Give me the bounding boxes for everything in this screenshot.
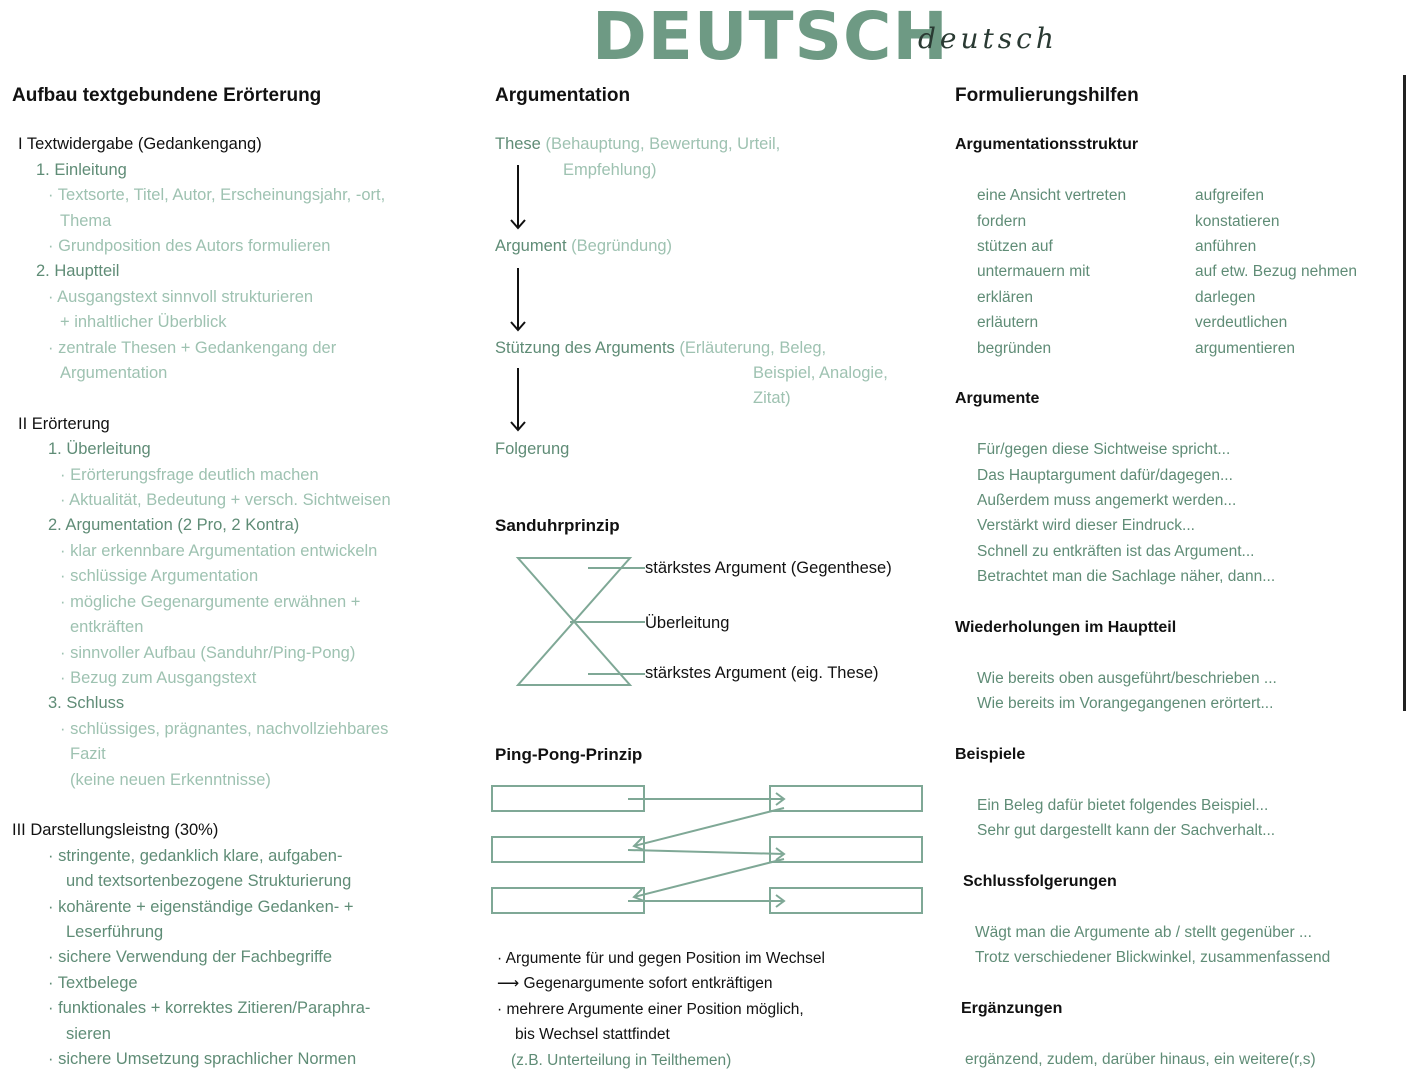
list-item: · Textbelege <box>12 971 482 996</box>
subheading: 2. Hauptteil <box>36 262 120 281</box>
list-item: entkräften <box>70 618 144 637</box>
list-item: · kohärente + eigenständige Gedanken- + <box>12 895 482 920</box>
list-item: Trotz verschiedener Blickwinkel, zusammenfassend <box>975 949 1331 967</box>
list-item: · funktionales + korrektes Zitieren/Paraphra- <box>12 996 482 1021</box>
hourglass-label-bottom: stärkstes Argument (eig. These) <box>645 663 879 682</box>
arrow-down-icon <box>511 368 525 430</box>
subheading: 2. Argumentation (2 Pro, 2 Kontra) <box>48 516 300 535</box>
section-title: Argumente <box>955 390 1040 408</box>
list-item: konstatieren <box>1195 212 1280 230</box>
left-heading: Aufbau textgebundene Erörterung <box>12 85 322 106</box>
list-item: aufgreifen <box>1195 187 1264 205</box>
list-item: · Textsorte, Titel, Autor, Erscheinungsjahr, -ort, <box>12 183 482 208</box>
title-script: deutsch <box>918 22 1058 55</box>
list-item: eine Ansicht vertreten <box>977 187 1127 205</box>
list-item: Ein Beleg dafür bietet folgendes Beispiel... <box>977 796 1269 814</box>
list-item: Schnell zu entkräften ist das Argument... <box>977 542 1255 560</box>
list-item: Betrachtet man die Sachlage näher, dann... <box>977 568 1276 586</box>
list-item: anführen <box>1195 238 1257 256</box>
list-item: Sehr gut dargestellt kann der Sachverhalt... <box>977 822 1276 840</box>
argument-note: (Begründung) <box>571 237 673 255</box>
list-item: verdeutlichen <box>1195 314 1288 332</box>
list-item: · Aktualität, Bedeutung + versch. Sichtweisen <box>12 488 482 513</box>
list-item: auf etw. Bezug nehmen <box>1195 263 1358 281</box>
title-main: DEUTSCH <box>592 0 949 75</box>
right-heading: Formulierungshilfen <box>955 85 1139 106</box>
list-item: Fazit <box>70 745 106 764</box>
page-title <box>588 0 1108 76</box>
verb-list <box>955 183 1415 361</box>
section-title: Beispiele <box>955 746 1026 764</box>
list-item: · schlüssige Argumentation <box>12 564 482 589</box>
flow-arrows <box>490 160 550 440</box>
list-item: Wie bereits oben ausgeführt/beschrieben ... <box>977 669 1277 687</box>
note: · mehrere Argumente einer Position möglich, <box>497 1000 804 1018</box>
list-item: + inhaltlicher Überblick <box>60 313 227 332</box>
list-item: erläutern <box>977 314 1039 332</box>
section-title: Wiederholungen im Hauptteil <box>955 619 1177 637</box>
list-item: · Ausgangstext sinnvoll strukturieren <box>12 285 482 310</box>
hourglass-diagram <box>510 550 650 695</box>
these-label: These <box>495 135 541 154</box>
list-item: Argumentation <box>60 364 168 383</box>
section-title: Argumentationsstruktur <box>955 136 1139 154</box>
list-item: · klar erkennbare Argumentation entwickeln <box>12 539 482 564</box>
right-column <box>955 83 1415 1072</box>
section-3-title: III Darstellungsleistng (30%) <box>12 821 219 840</box>
list-item: · sichere Umsetzung sprachlicher Normen <box>12 1047 482 1072</box>
list-item: Thema <box>60 211 112 230</box>
list-item: · schlüssiges, prägnantes, nachvollziehbares <box>12 717 482 742</box>
argument-label: Argument <box>495 237 567 255</box>
pingpong-notes <box>497 946 825 1073</box>
stuetzung-note: Zitat) <box>753 389 791 408</box>
section-2-title: II Erörterung <box>18 414 110 433</box>
list-item: · sichere Verwendung der Fachbegriffe <box>12 945 482 970</box>
middle-column <box>495 83 950 539</box>
list-item: erklären <box>977 288 1033 306</box>
list-item: · stringente, gedanklich klare, aufgaben- <box>12 844 482 869</box>
list-item: · Bezug zum Ausgangstext <box>12 666 482 691</box>
section-1-title: I Textwidergabe (Gedankengang) <box>18 135 262 154</box>
middle-heading: Argumentation <box>495 85 631 106</box>
note: (z.B. Unterteilung in Teilthemen) <box>511 1051 732 1069</box>
list-item: begründen <box>977 339 1052 357</box>
list-item: darlegen <box>1195 288 1256 306</box>
list-item: · Grundposition des Autors formulieren <box>12 234 482 259</box>
list-item: sieren <box>66 1024 111 1043</box>
list-item: ergänzend, zudem, darüber hinaus, ein weitere(r,s) <box>965 1050 1316 1068</box>
list-item: · zentrale Thesen + Gedankengang der <box>12 336 482 361</box>
list-item: · Erörterungsfrage deutlich machen <box>12 463 482 488</box>
hourglass-labels <box>645 556 892 686</box>
list-item: Verstärkt wird dieser Eindruck... <box>977 517 1195 535</box>
these-note: Empfehlung) <box>563 160 657 179</box>
pingpong-heading: Ping-Pong-Prinzip <box>495 745 643 764</box>
list-item: Wie bereits im Vorangegangenen erörtert... <box>977 695 1274 713</box>
section-title: Ergänzungen <box>961 1000 1063 1018</box>
note: · Argumente für und gegen Position im Wechsel <box>497 950 825 967</box>
list-item: Leserführung <box>66 922 164 941</box>
left-column <box>12 83 482 1072</box>
list-item: argumentieren <box>1195 339 1295 357</box>
stuetzung-note: Beispiel, Analogie, <box>753 363 888 382</box>
list-item: Für/gegen diese Sichtweise spricht... <box>977 441 1231 459</box>
these-note: (Behauptung, Bewertung, Urteil, <box>545 135 781 154</box>
list-item: Außerdem muss angemerkt werden... <box>977 492 1237 510</box>
note: ⟶ Gegenargumente sofort entkräftigen <box>497 975 773 993</box>
sanduhr-heading: Sanduhrprinzip <box>495 516 620 536</box>
note: bis Wechsel stattfindet <box>515 1026 670 1044</box>
list-item: fordern <box>977 212 1027 230</box>
stuetzung-label: Stützung des Arguments <box>495 338 675 357</box>
stuetzung-note: (Erläuterung, Beleg, <box>679 338 827 357</box>
list-item: untermauern mit <box>977 263 1090 281</box>
list-item: stützen auf <box>977 238 1053 256</box>
arrow-down-icon <box>511 268 525 330</box>
list-item: · sinnvoller Aufbau (Sanduhr/Ping-Pong) <box>12 641 482 666</box>
subheading: 3. Schluss <box>48 694 125 713</box>
hourglass-label-top: stärkstes Argument (Gegenthese) <box>645 559 892 577</box>
list-item: und textsortenbezogene Strukturierung <box>66 872 352 891</box>
subheading: 1. Überleitung <box>48 440 151 459</box>
arrow-down-icon <box>511 165 525 228</box>
list-item: Das Hauptargument dafür/dagegen... <box>977 466 1233 484</box>
hourglass-label-middle: Überleitung <box>645 614 730 633</box>
subheading: 1. Einleitung <box>36 160 127 179</box>
pingpong-diagram <box>488 780 928 920</box>
list-item: · mögliche Gegenargumente erwähnen + <box>12 590 482 615</box>
list-item: (keine neuen Erkenntnisse) <box>70 770 271 789</box>
list-item: Wägt man die Argumente ab / stellt gegenüber ... <box>975 923 1312 941</box>
folgerung-label: Folgerung <box>495 440 570 459</box>
section-title: Schlussfolgerungen <box>963 873 1117 891</box>
